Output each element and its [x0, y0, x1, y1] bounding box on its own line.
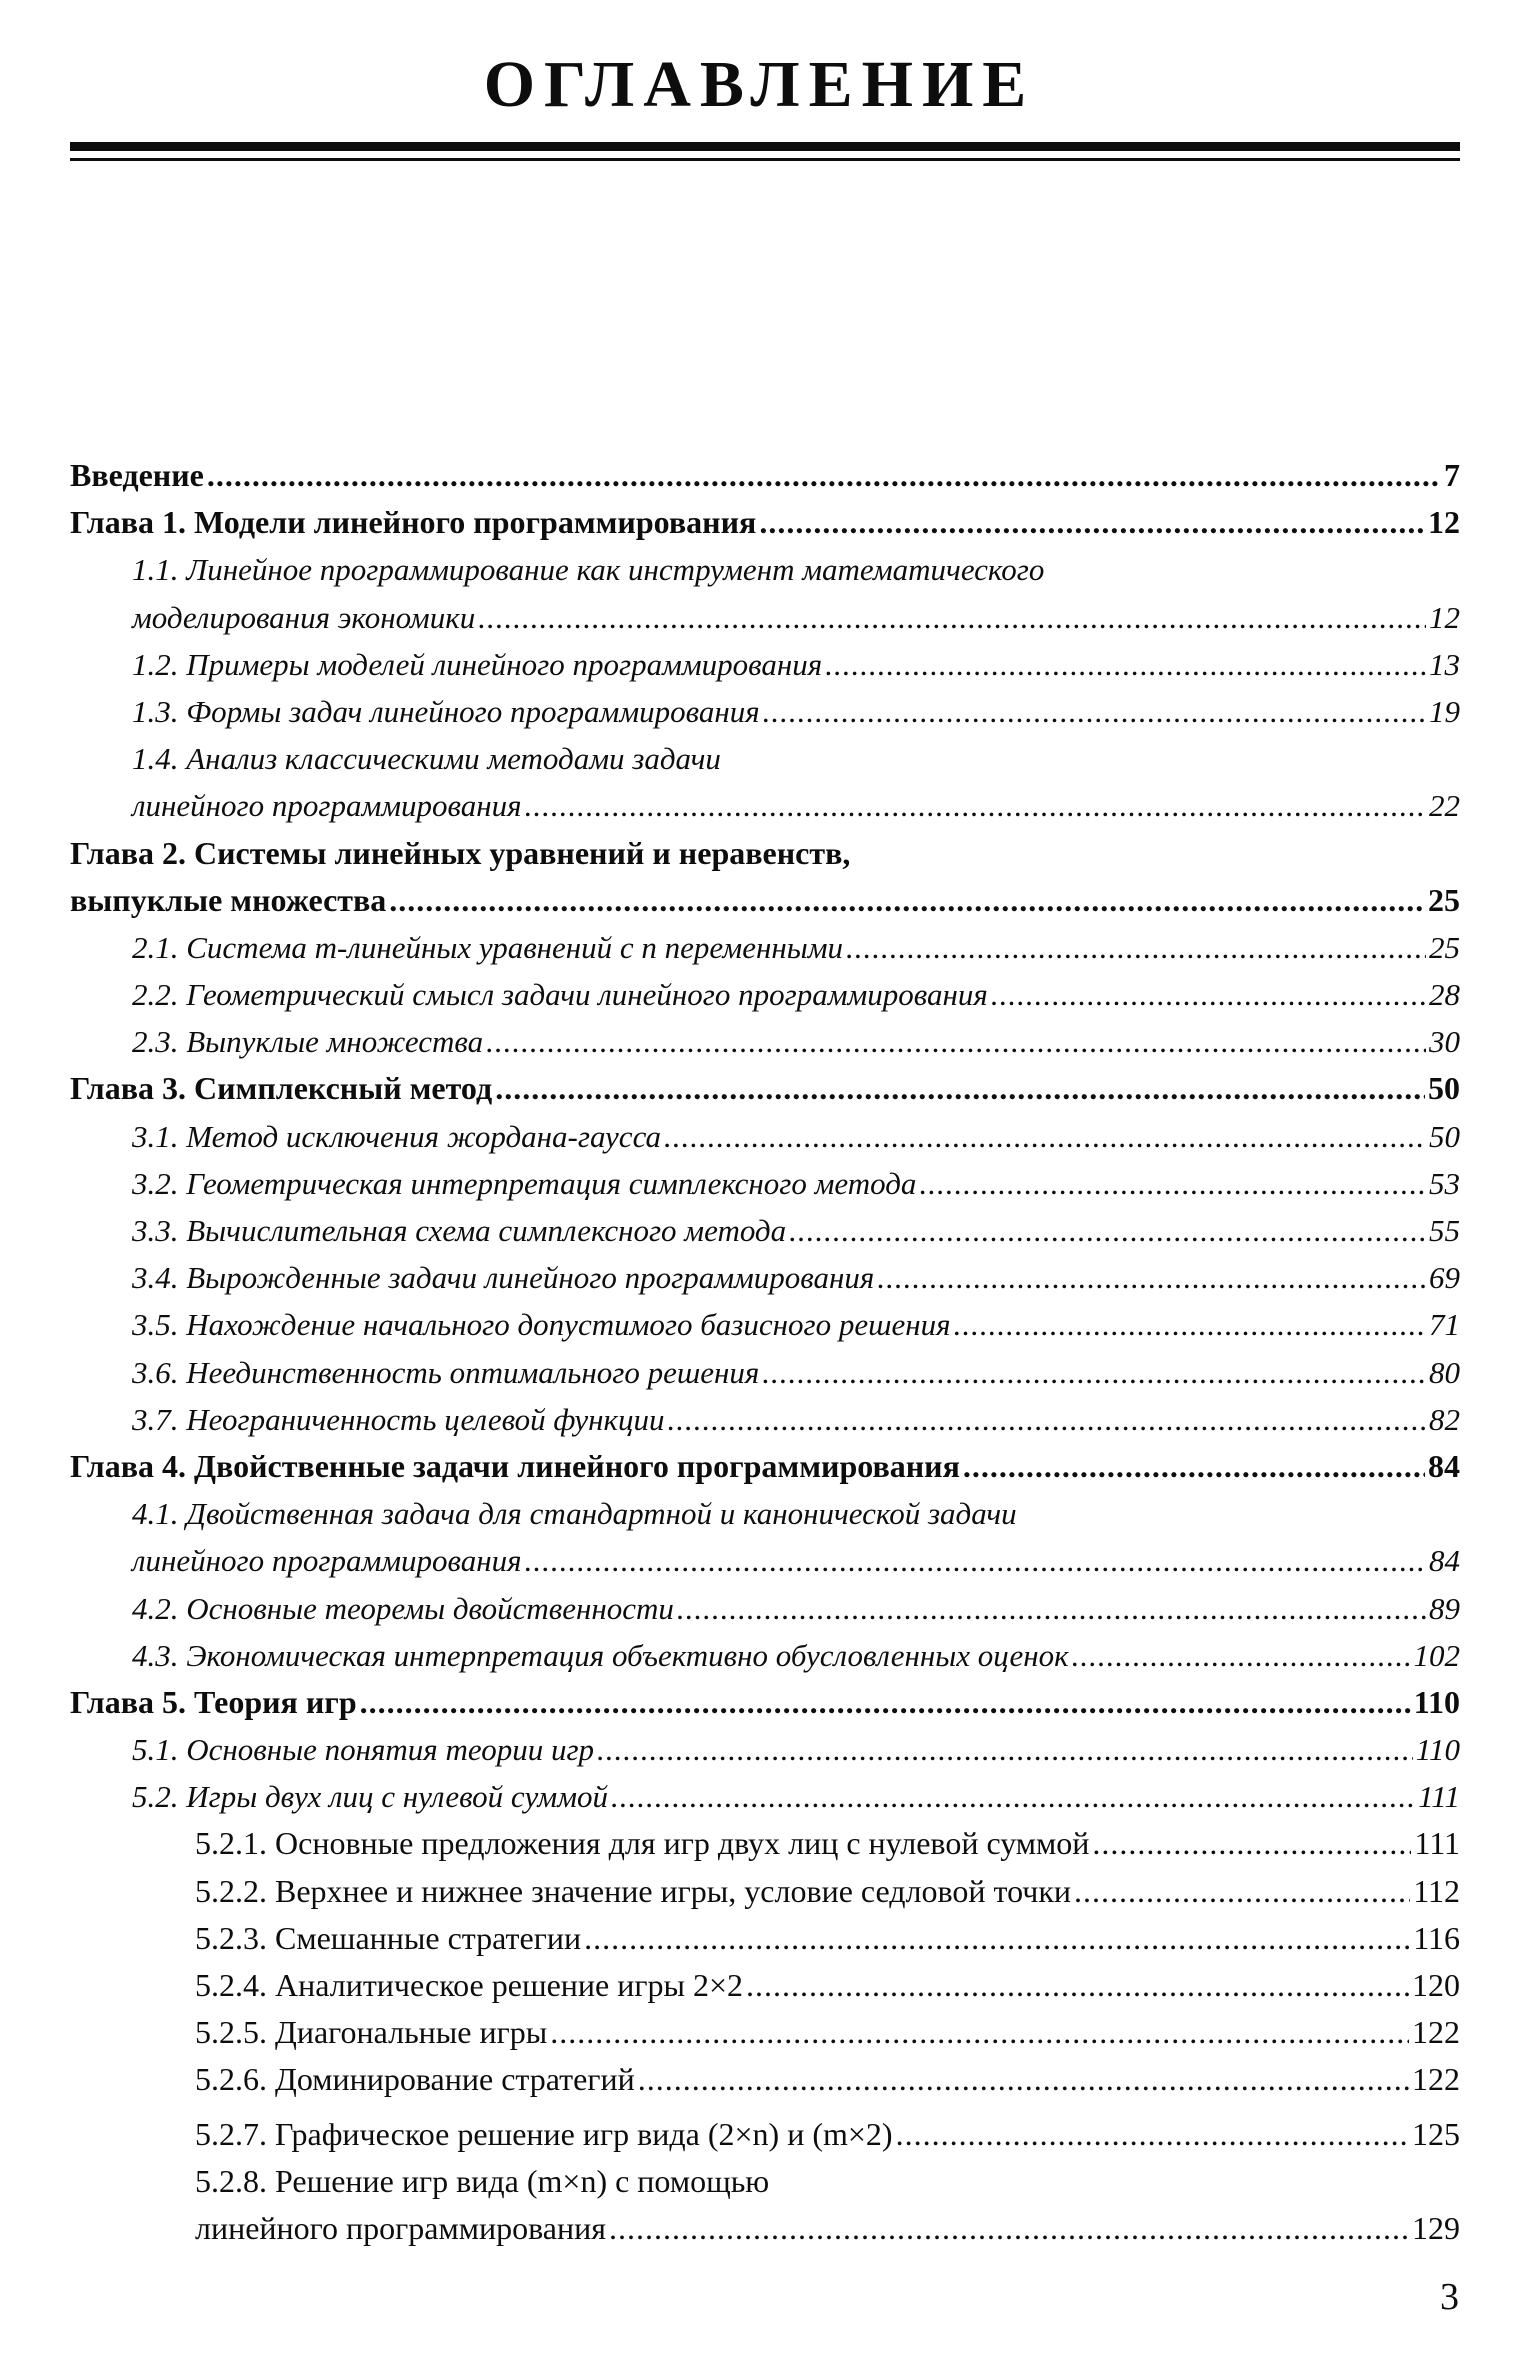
toc-entry-title: 5.1. Основные понятия теории игр — [132, 1732, 595, 1768]
title-rule-thin — [70, 158, 1460, 161]
dot-leader — [759, 499, 1425, 546]
toc-entry-title: линейного программирования — [195, 2209, 606, 2246]
toc-page-number: 19 — [1429, 693, 1460, 729]
toc-page-number: 50 — [1429, 1118, 1460, 1154]
toc-page-number: 112 — [1413, 1872, 1460, 1909]
toc-page-number: 28 — [1429, 977, 1460, 1013]
table-of-contents — [70, 452, 1460, 2252]
toc-entry-title: 5.2. Игры двух лиц с нулевой суммой — [132, 1779, 609, 1815]
toc-entry — [70, 1160, 1460, 1207]
toc-entry — [70, 1018, 1460, 1065]
toc-page-number: 129 — [1412, 2209, 1460, 2246]
dot-leader — [954, 1301, 1426, 1348]
toc-page-number: 25 — [1429, 929, 1460, 965]
toc-entry-title: 4.2. Основные теоремы двойственности — [132, 1590, 674, 1626]
dot-leader — [584, 1915, 1410, 1962]
toc-entry-title: 5.2.7. Графическое решение игр вида (2×n) и (m×2) — [195, 2115, 893, 2152]
dot-leader — [1092, 1820, 1411, 1867]
toc-page-number: 84 — [1428, 1447, 1460, 1484]
toc-entry-title: Введение — [70, 457, 204, 493]
toc-entry — [70, 1065, 1460, 1112]
toc-entry — [70, 641, 1460, 688]
toc-page-number: 50 — [1428, 1070, 1460, 1107]
toc-entry — [70, 452, 1460, 499]
dot-leader — [991, 971, 1426, 1018]
dot-leader — [789, 1207, 1426, 1254]
dot-leader — [597, 1726, 1413, 1773]
toc-entry — [70, 1396, 1460, 1443]
toc-page-number: 22 — [1429, 788, 1460, 824]
toc-entry-continued — [70, 735, 1460, 782]
toc-entry-title: 3.2. Геометрическая интерпретация симплексного метода — [132, 1165, 917, 1201]
toc-entry — [70, 2056, 1460, 2103]
dot-leader — [763, 688, 1426, 735]
dot-leader — [550, 2009, 1409, 2056]
toc-page-number: 120 — [1412, 1967, 1460, 2003]
dot-leader — [963, 1443, 1425, 1490]
toc-page-number: 25 — [1428, 881, 1460, 918]
toc-entry-title: Глава 1. Модели линейного программирования — [70, 504, 757, 541]
dot-leader — [877, 1254, 1426, 1301]
toc-page-number: 116 — [1413, 1919, 1460, 1956]
toc-entry-title: 2.2. Геометрический смысл задачи линейного программирования — [132, 977, 988, 1013]
toc-page-number: 122 — [1412, 2061, 1460, 2098]
toc-entry-title: 4.3. Экономическая интерпретация объективно обусловленных оценок — [132, 1637, 1069, 1673]
dot-leader — [1074, 1868, 1410, 1915]
toc-entry-title: 5.2.8. Решение игр вида (m×n) с помощью — [195, 2162, 770, 2199]
toc-entry-title: 3.7. Неограниченность целевой функции — [132, 1401, 665, 1437]
toc-entry-title: 3.1. Метод исключения жордана-гаусса — [132, 1118, 662, 1154]
toc-entry-title: 5.2.4. Аналитическое решение игры 2×2 — [195, 1967, 744, 2003]
dot-leader — [825, 641, 1426, 688]
toc-page-number: 102 — [1413, 1637, 1460, 1673]
toc-page-number: 12 — [1428, 504, 1460, 541]
dot-leader — [638, 2056, 1409, 2103]
toc-page-number: 71 — [1429, 1307, 1460, 1343]
toc-entry-title: 4.1. Двойственная задача для стандартной и канонической задачи — [132, 1496, 1017, 1532]
toc-entry — [70, 1679, 1460, 1726]
toc-entry-continued — [70, 546, 1460, 593]
toc-entry-title: 2.3. Выпуклые множества — [132, 1024, 484, 1060]
toc-entry — [70, 1820, 1460, 1867]
toc-entry — [70, 1113, 1460, 1160]
dot-leader — [762, 1349, 1426, 1396]
toc-entry-title: моделирования экономики — [132, 599, 476, 635]
toc-entry-title: 3.4. Вырожденные задачи линейного программирования — [132, 1260, 875, 1296]
toc-entry-title: 5.2.5. Диагональные игры — [195, 2014, 548, 2051]
dot-leader — [919, 1160, 1426, 1207]
dot-leader — [664, 1113, 1426, 1160]
toc-entry — [70, 2205, 1460, 2252]
dot-leader — [611, 1773, 1415, 1820]
toc-page-number: 7 — [1444, 457, 1460, 493]
toc-entry — [70, 877, 1460, 924]
page-number: 3 — [1440, 2276, 1459, 2318]
dot-leader — [677, 1585, 1426, 1632]
toc-entry-title: 3.3. Вычислительная схема симплексного метода — [132, 1213, 787, 1248]
toc-entry — [70, 499, 1460, 546]
page-title: ОГЛАВЛЕНИЕ — [483, 48, 1036, 121]
toc-entry — [70, 1349, 1460, 1396]
toc-entry-title: 1.2. Примеры моделей линейного программирования — [132, 646, 823, 682]
toc-entry — [70, 1537, 1460, 1584]
toc-entry-title: 5.2.6. Доминирование стратегий — [195, 2061, 635, 2098]
dot-leader — [360, 1679, 1411, 1726]
toc-entry-title: линейного программирования — [132, 1543, 522, 1579]
dot-leader — [525, 782, 1426, 829]
toc-page-number: 55 — [1429, 1213, 1460, 1248]
toc-page-number: 110 — [1415, 1732, 1460, 1768]
toc-page-number: 125 — [1412, 2115, 1460, 2152]
toc-entry-title: 5.2.3. Смешанные стратегии — [195, 1919, 582, 1956]
toc-page-number: 122 — [1412, 2014, 1460, 2051]
dot-leader — [486, 1018, 1426, 1065]
toc-entry-title: 5.2.1. Основные предложения для игр двух лиц с нулевой суммой — [195, 1825, 1090, 1862]
toc-entry — [70, 1301, 1460, 1348]
toc-page-number: 111 — [1418, 1779, 1460, 1815]
toc-entry — [70, 971, 1460, 1018]
dot-leader — [896, 2111, 1409, 2158]
toc-page-number: 110 — [1413, 1683, 1460, 1720]
toc-page-number: 53 — [1429, 1165, 1460, 1201]
toc-entry-title: Глава 5. Теория игр — [70, 1683, 357, 1720]
toc-entry — [70, 1207, 1460, 1254]
toc-entry-title: 5.2.2. Верхнее и нижнее значение игры, условие седловой точки — [195, 1872, 1072, 1909]
toc-entry-title: Глава 4. Двойственные задачи линейного программирования — [70, 1447, 960, 1484]
toc-entry — [70, 2111, 1460, 2158]
toc-page-number: 12 — [1429, 599, 1460, 635]
toc-entry — [70, 782, 1460, 829]
toc-entry — [70, 1632, 1460, 1679]
toc-entry — [70, 1726, 1460, 1773]
toc-entry-title: 3.5. Нахождение начального допустимого базисного решения — [132, 1307, 951, 1343]
toc-page-number: 89 — [1429, 1590, 1460, 1626]
toc-entry — [70, 1443, 1460, 1490]
dot-leader — [668, 1396, 1427, 1443]
toc-entry-title: 1.4. Анализ классическими методами задачи — [132, 741, 721, 777]
toc-entry — [70, 1254, 1460, 1301]
dot-leader — [609, 2205, 1409, 2252]
toc-entry — [70, 1585, 1460, 1632]
toc-entry — [70, 594, 1460, 641]
toc-entry-title: 3.6. Неединственность оптимального решения — [132, 1354, 760, 1390]
toc-page-number: 80 — [1429, 1354, 1460, 1390]
toc-entry-continued — [70, 2158, 1460, 2205]
toc-entry-title: 1.3. Формы задач линейного программирования — [132, 693, 760, 729]
toc-entry-title: выпуклые множества — [70, 881, 387, 918]
dot-leader — [389, 877, 1425, 924]
dot-leader — [495, 1065, 1425, 1112]
toc-entry-title: Глава 3. Симплексный метод — [70, 1070, 493, 1107]
dot-leader — [207, 452, 1441, 499]
toc-entry-title: 2.1. Система m-линейных уравнений с n переменными — [132, 929, 844, 965]
toc-entry-title: линейного программирования — [132, 788, 522, 824]
toc-entry — [70, 1868, 1460, 1915]
toc-entry-title: 1.1. Линейное программирование как инструмент математического — [132, 552, 1045, 588]
toc-page-number: 13 — [1429, 646, 1460, 682]
toc-entry-continued — [70, 1490, 1460, 1537]
toc-entry — [70, 688, 1460, 735]
title-rule-thick — [70, 142, 1460, 151]
toc-entry — [70, 1773, 1460, 1820]
toc-page-number: 30 — [1429, 1024, 1460, 1060]
dot-leader — [746, 1962, 1409, 2009]
toc-entry — [70, 1962, 1460, 2009]
toc-entry — [70, 1915, 1460, 1962]
toc-entry — [70, 924, 1460, 971]
toc-entry-title: Глава 2. Системы линейных уравнений и неравенств, — [70, 834, 851, 871]
dot-leader — [1072, 1632, 1411, 1679]
toc-page-number: 69 — [1429, 1260, 1460, 1296]
toc-page-number: 84 — [1429, 1543, 1460, 1579]
toc-entry — [70, 2009, 1460, 2056]
dot-leader — [478, 594, 1426, 641]
toc-entry-continued — [70, 830, 1460, 877]
toc-page-number: 82 — [1429, 1401, 1460, 1437]
toc-page-number: 111 — [1414, 1825, 1460, 1862]
dot-leader — [846, 924, 1426, 971]
dot-leader — [525, 1537, 1426, 1584]
